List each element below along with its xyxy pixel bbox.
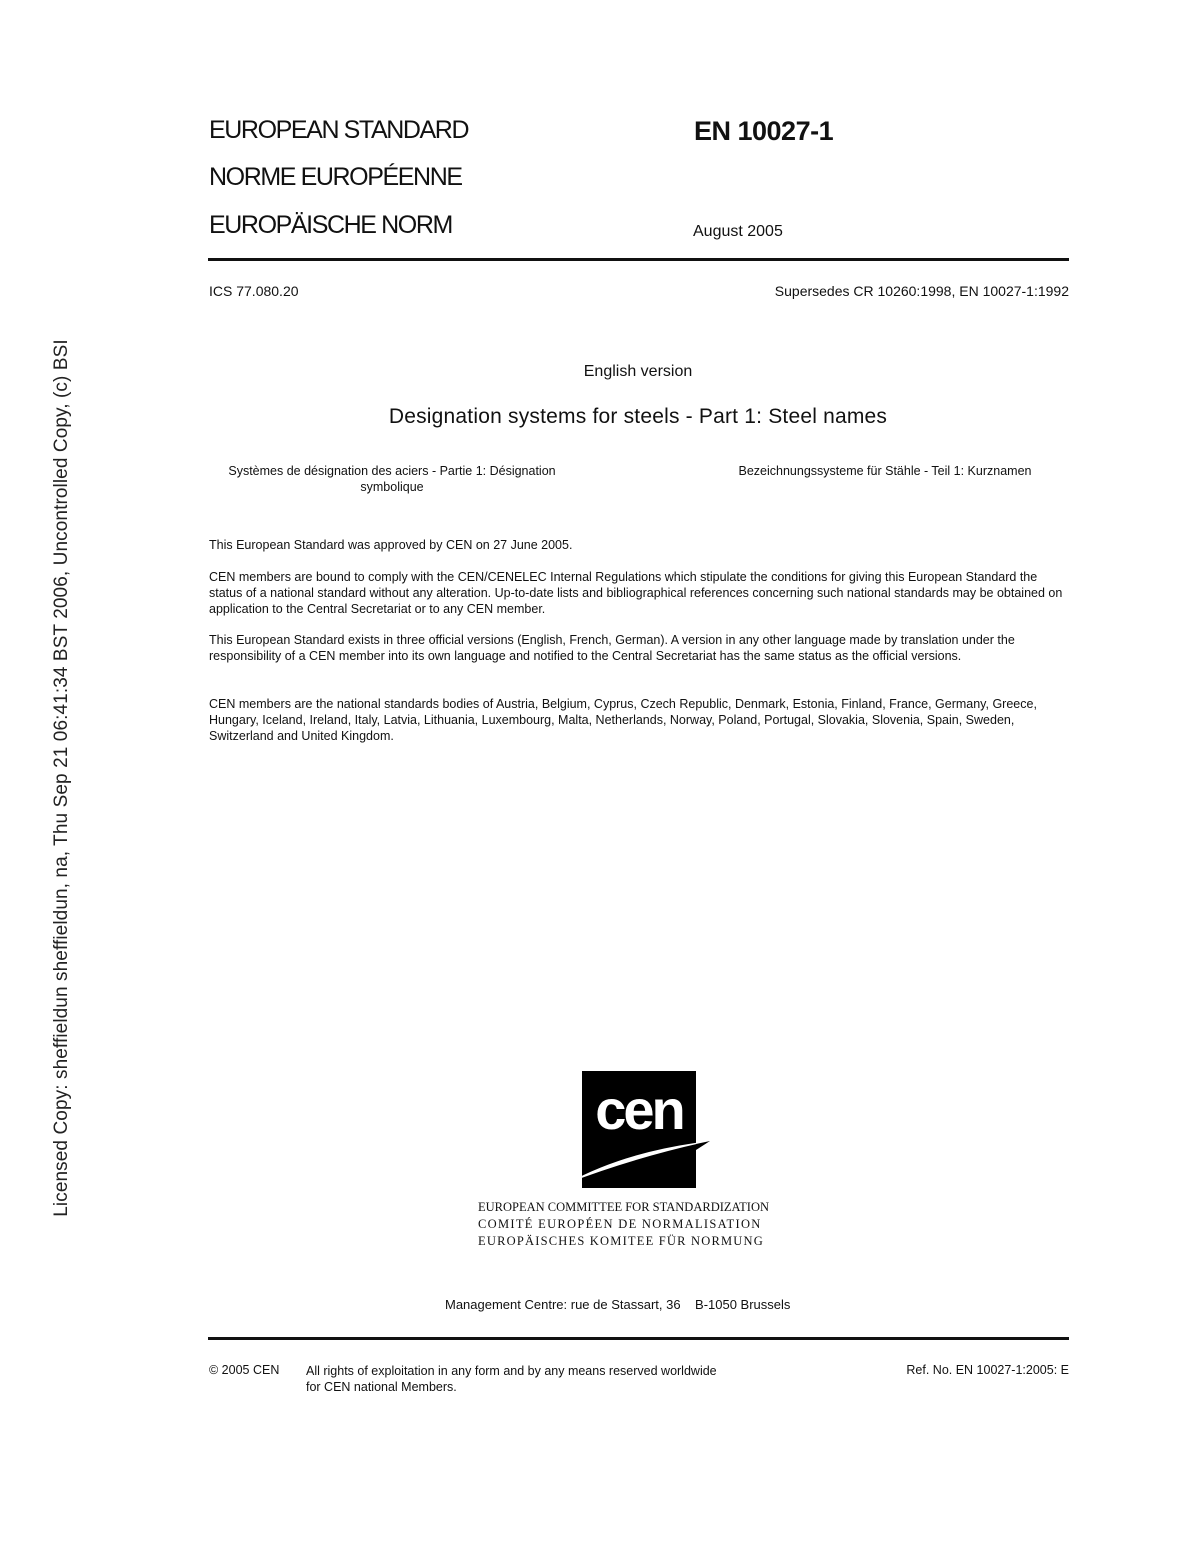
approval-paragraph: This European Standard was approved by CEN on 27 June 2005. xyxy=(209,538,573,552)
standard-title-fr: NORME EUROPÉENNE xyxy=(209,163,462,191)
cen-logo xyxy=(566,1071,712,1188)
regulations-paragraph: CEN members are bound to comply with the CEN/CENELEC Internal Regulations which stipulate the conditions for giving this European Standard the status of a national standard without any alteration. Up-to-date lists and bibliographical references concerning such national standards may be obtained on application to the Central Secretariat or to any CEN member. xyxy=(209,570,1063,616)
supersedes-note: Supersedes CR 10260:1998, EN 10027-1:1992 xyxy=(774,283,1069,299)
committee-name-fr: COMITÉ EUROPÉEN DE NORMALISATION xyxy=(478,1217,762,1231)
publication-date: August 2005 xyxy=(693,223,783,240)
header-divider xyxy=(208,258,1069,261)
cen-logo-text: cen xyxy=(595,1078,683,1141)
french-title: Systèmes de désignation des aciers - Partie 1: Désignation symbolique xyxy=(228,464,556,494)
reference-number: Ref. No. EN 10027-1:2005: E xyxy=(906,1363,1069,1377)
members-paragraph: CEN members are the national standards bodies of Austria, Belgium, Cyprus, Czech Republic, Denmark, Estonia, Finland, France, Germany, Greece, Hungary, Iceland, Ireland, Italy, Latvia, Lithuania, Luxembourg, Malta, Netherlands, Norway, Poland, Portugal, Slovakia, Slovenia, Spain, Sweden, Switzerland and United Kingdom. xyxy=(209,697,1037,743)
version-label: English version xyxy=(583,363,693,380)
copyright-notice: © 2005 CEN xyxy=(209,1363,280,1377)
management-centre-address: Management Centre: rue de Stassart, 36 B-1050 Brussels xyxy=(445,1297,791,1312)
german-title: Bezeichnungssysteme für Stähle - Teil 1: Kurznamen xyxy=(738,464,1032,478)
versions-paragraph: This European Standard exists in three official versions (English, French, German). A version in any other language made by translation under the responsibility of a CEN member into its own language and notified to the Central Secretariat has the same status as the official versions. xyxy=(209,633,1015,663)
standard-title-de: EUROPÄISCHE NORM xyxy=(209,211,452,239)
standard-title-en: EUROPEAN STANDARD xyxy=(209,116,469,144)
rights-statement: All rights of exploitation in any form and by any means reserved worldwide for CEN national Members. xyxy=(306,1364,717,1394)
committee-name-en: EUROPEAN COMMITTEE FOR STANDARDIZATION xyxy=(478,1200,770,1214)
license-watermark: Licensed Copy: sheffieldun sheffieldun, na, Thu Sep 21 06:41:34 BST 2006, Uncontrolled Copy, (c) BSI xyxy=(51,339,72,1217)
document-title: Designation systems for steels - Part 1: Steel names xyxy=(388,405,888,428)
footer-divider xyxy=(208,1337,1069,1340)
committee-name-de: EUROPÄISCHES KOMITEE FÜR NORMUNG xyxy=(478,1234,764,1248)
ics-code: ICS 77.080.20 xyxy=(209,283,299,299)
standard-number: EN 10027-1 xyxy=(694,116,834,146)
